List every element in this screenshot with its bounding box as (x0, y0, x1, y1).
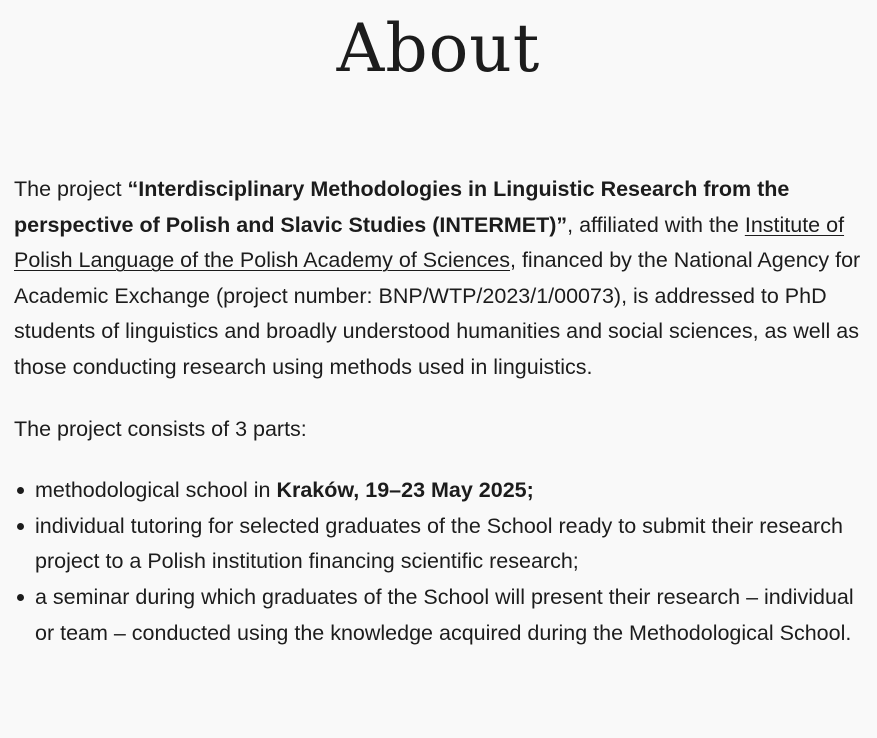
intro-prefix: The project (14, 177, 128, 201)
list-item (14, 473, 862, 509)
list-item (14, 580, 862, 651)
school-date-location: Kraków, 19–23 May 2025; (276, 478, 534, 503)
affiliation-text: , affiliated with the (567, 212, 745, 237)
list-item (14, 509, 862, 580)
intro-rest: , financed by the National Agency for Academic Exchange (project number: BNP/WTP/2023/1/00073), is addressed to PhD students of linguistics and broadly understood humanities and social sciences, as well as those conducting research using methods used in linguistics. (14, 248, 861, 379)
part-text: methodological school in (35, 478, 277, 503)
parts-heading: The project consists of 3 parts: (14, 416, 307, 441)
bullet-icon (17, 594, 24, 601)
institute-link[interactable]: Institute of Polish Language of the Polish Academy of Sciences (14, 212, 845, 273)
page-title: About (336, 10, 541, 87)
project-name: “Interdisciplinary Methodologies in Linguistic Research from the perspective of Polish and Slavic Studies (INTERMET)” (14, 177, 790, 237)
intro-paragraph (14, 172, 862, 386)
part-text: a seminar during which graduates of the School will present their research – individual or team – conducted using the knowledge acquired during the Methodological School. (35, 584, 854, 645)
part-text: individual tutoring for selected graduates of the School ready to submit their research project to a Polish institution financing scientific research; (35, 513, 843, 574)
about-content (14, 172, 862, 651)
bullet-icon (17, 487, 24, 494)
parts-list (14, 473, 862, 651)
bullet-icon (17, 523, 24, 530)
